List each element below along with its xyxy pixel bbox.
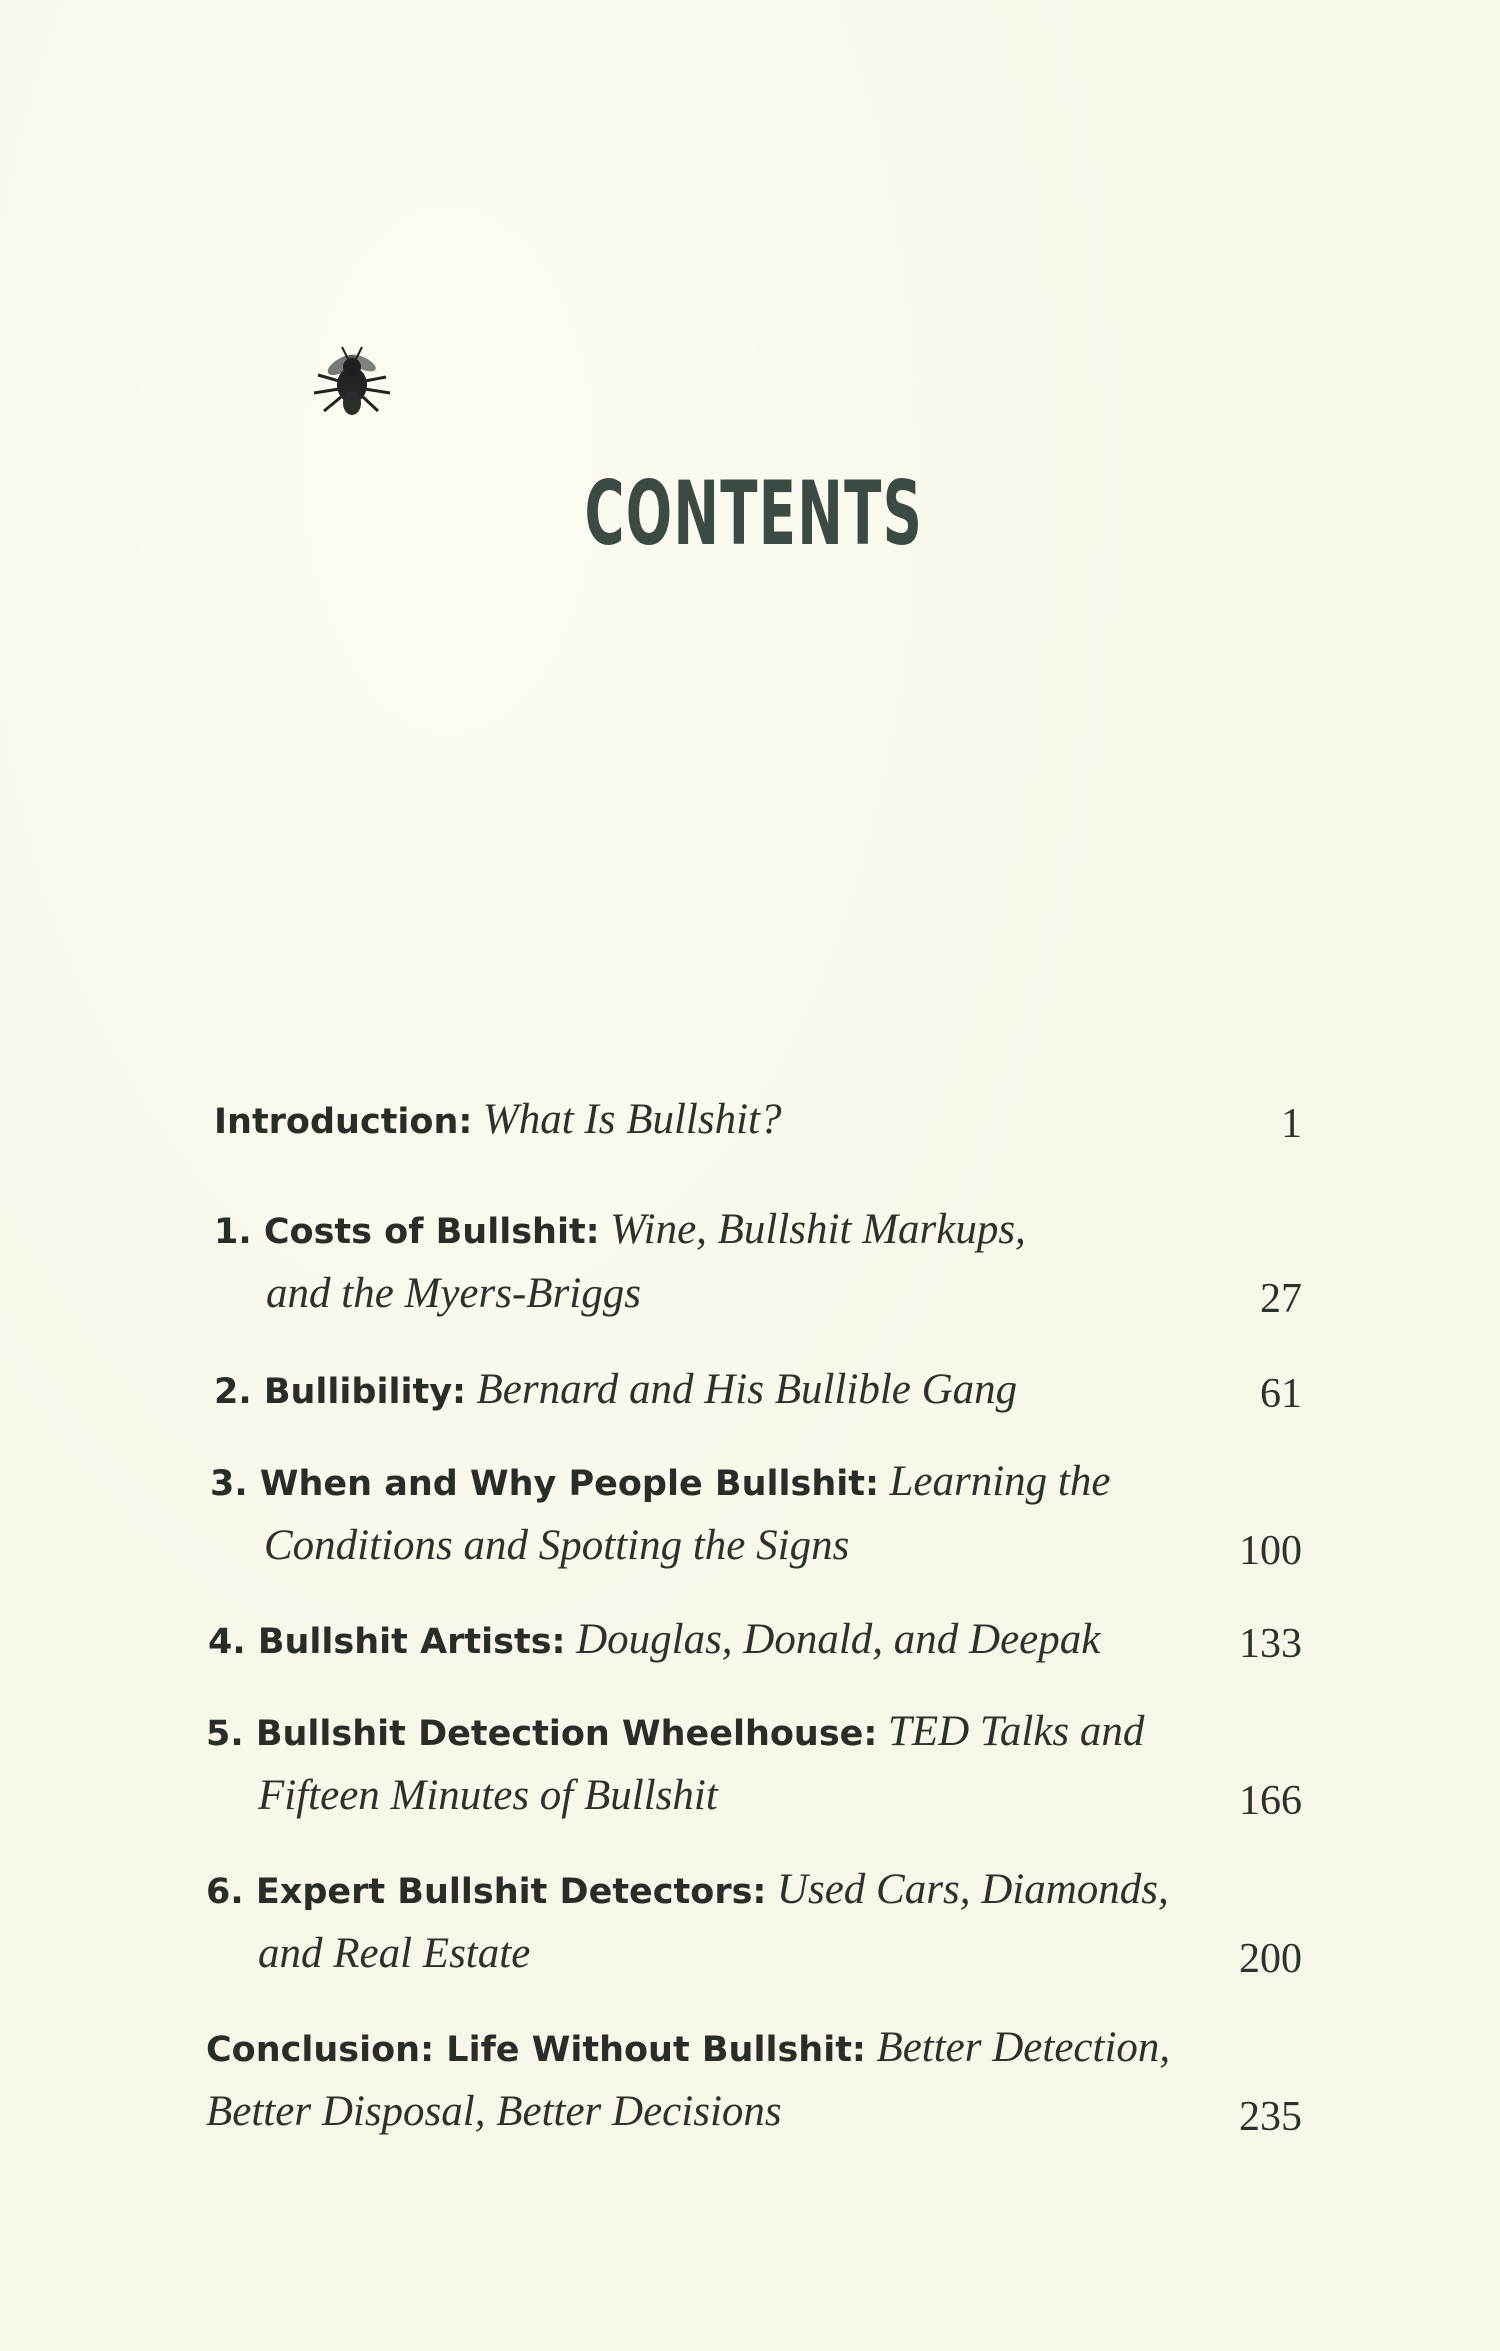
page-number: 27: [1260, 1276, 1302, 1322]
page-number: 235: [1239, 2094, 1302, 2140]
entry-title-continued: Better Disposal, Better Decisions: [206, 2088, 782, 2135]
page-number: 100: [1239, 1528, 1302, 1574]
entry-label: 2. Bullibility:: [214, 1372, 467, 1412]
page-number: 166: [1239, 1778, 1302, 1824]
page-number: 133: [1239, 1621, 1302, 1667]
fly-icon: [306, 345, 396, 425]
entry-title-continued: Conditions and Spotting the Signs: [264, 1522, 850, 1569]
entry-label: Introduction:: [214, 1102, 473, 1142]
entry-title: What Is Bullshit?: [482, 1096, 782, 1143]
entry-title: Learning the: [889, 1458, 1111, 1505]
entry-label: 1. Costs of Bullshit:: [214, 1212, 600, 1252]
entry-label: 3. When and Why People Bullshit:: [210, 1464, 879, 1504]
page-title: CONTENTS: [584, 462, 924, 565]
entry-title: Used Cars, Diamonds,: [776, 1866, 1169, 1913]
entry-title-continued: and Real Estate: [258, 1930, 531, 1977]
page-number: 1: [1281, 1101, 1302, 1147]
page-number: 61: [1260, 1371, 1302, 1417]
entry-label: Conclusion: Life Without Bullshit:: [206, 2030, 866, 2070]
entry-title: Douglas, Donald, and Deepak: [576, 1616, 1101, 1663]
entry-title: Bernard and His Bullible Gang: [476, 1366, 1018, 1413]
entry-title: Wine, Bullshit Markups,: [610, 1206, 1026, 1253]
entry-label: 6. Expert Bullshit Detectors:: [206, 1872, 767, 1912]
page-number: 200: [1239, 1936, 1302, 1982]
entry-label: 4. Bullshit Artists:: [208, 1622, 566, 1662]
entry-title: TED Talks and: [887, 1708, 1145, 1755]
entry-title-continued: Fifteen Minutes of Bullshit: [258, 1772, 718, 1819]
entry-label: 5. Bullshit Detection Wheelhouse:: [206, 1714, 878, 1754]
entry-title-continued: and the Myers-Briggs: [266, 1270, 641, 1317]
entry-title: Better Detection,: [876, 2024, 1171, 2071]
